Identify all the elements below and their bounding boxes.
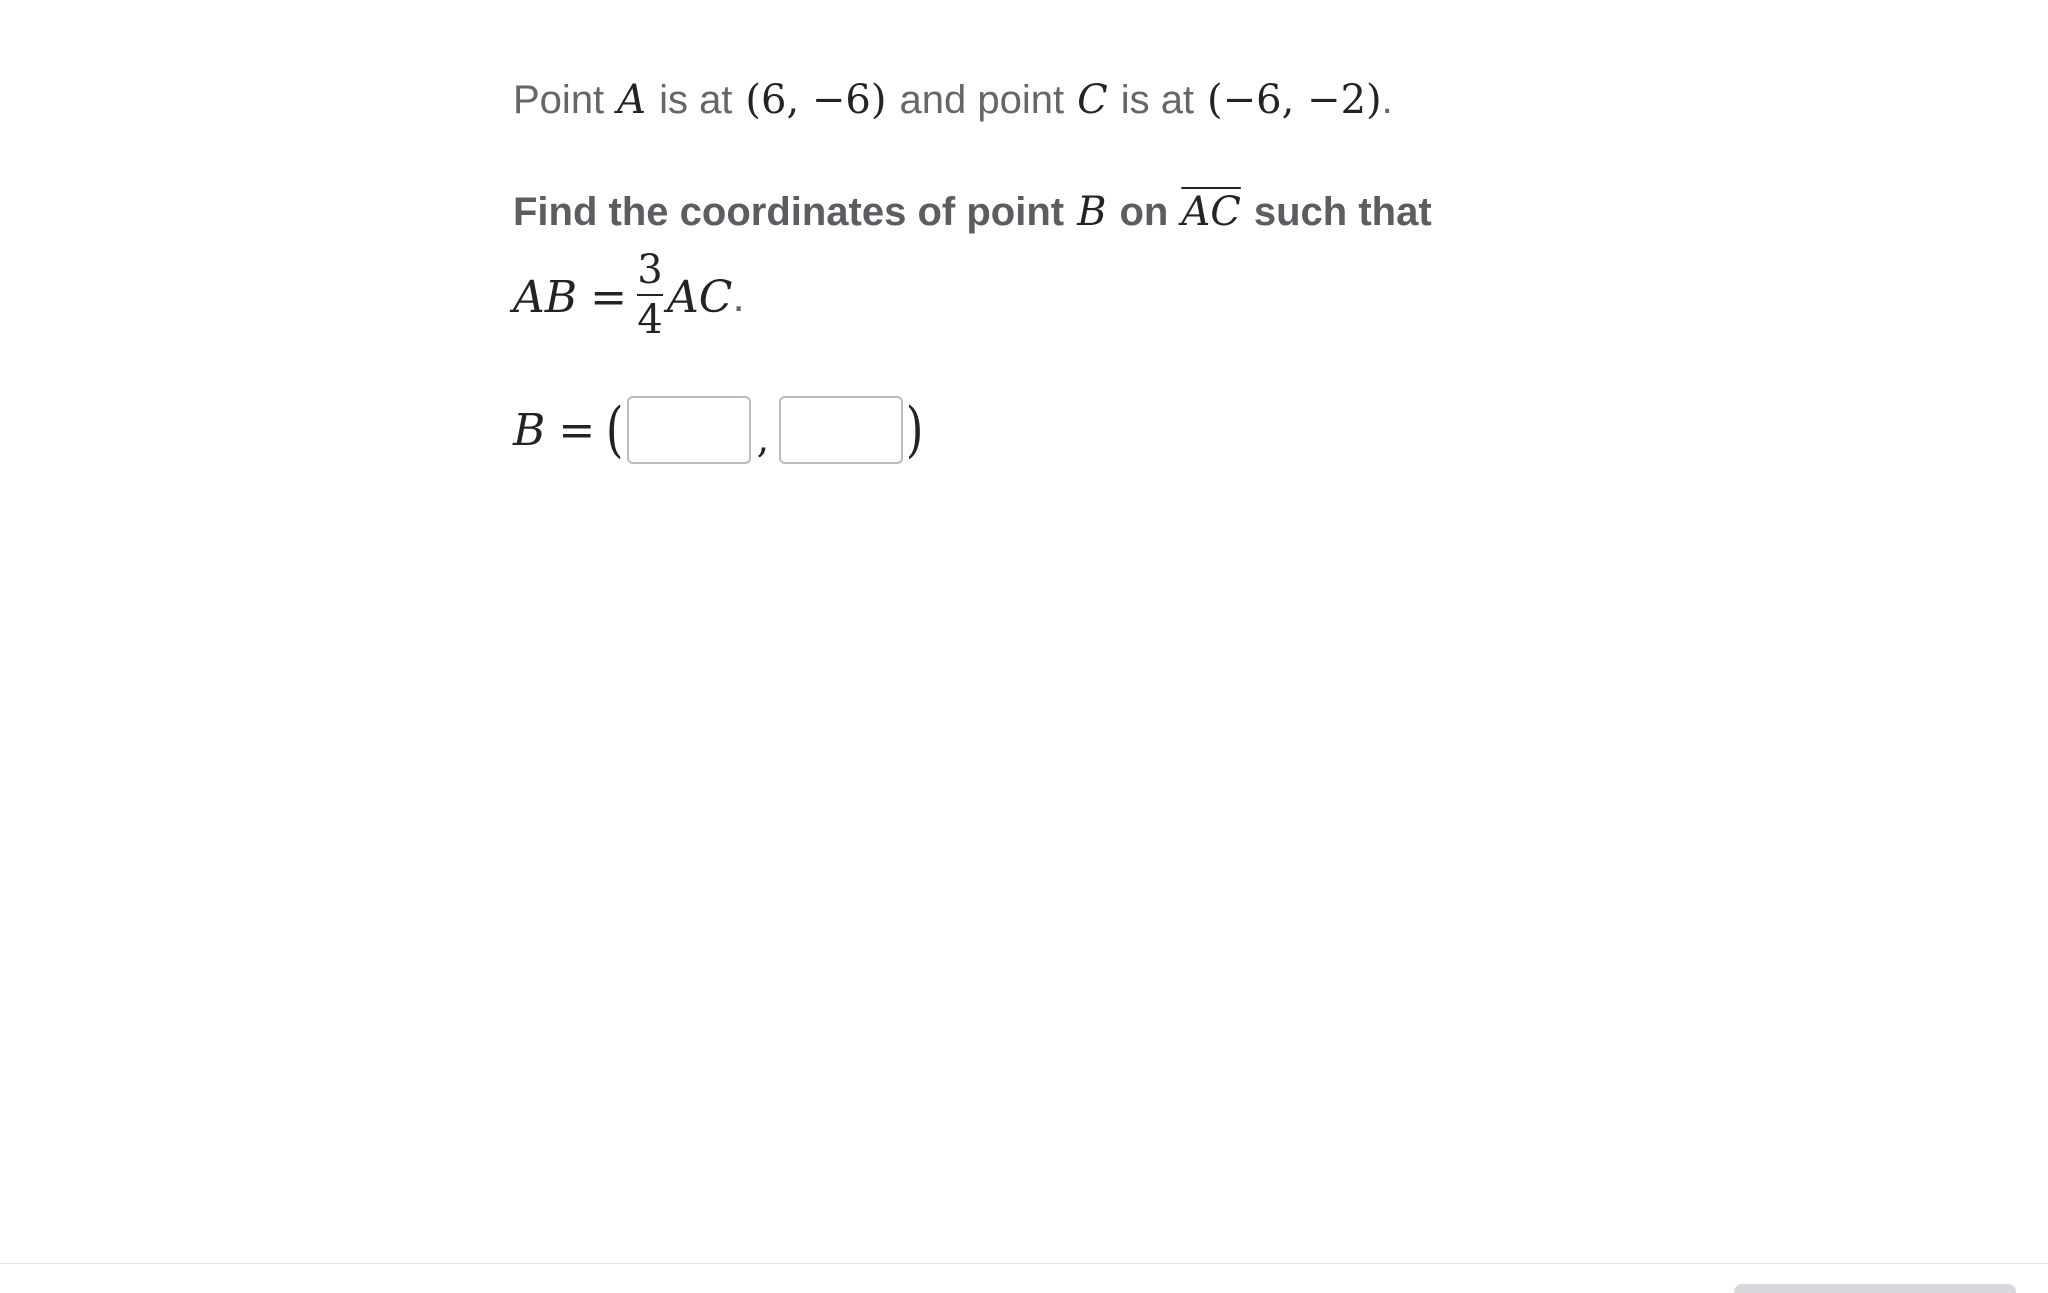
equation-rhs: AC <box>666 271 733 323</box>
answer-row <box>513 390 1513 470</box>
intro-word-point: Point <box>513 77 605 122</box>
equation-lhs: AB <box>513 271 578 323</box>
intro-is-at-2: is at <box>1120 77 1195 122</box>
problem-prompt <box>513 182 1513 242</box>
fraction-denominator: 4 <box>637 297 663 343</box>
point-a-label: A <box>617 77 647 123</box>
segment-ac-label: $\overline{AC}$ <box>1181 189 1241 235</box>
point-b-label: B <box>1077 189 1107 235</box>
point-a-coordinates: (6, −6) <box>745 77 887 123</box>
close-paren: ) <box>906 395 924 465</box>
check-button[interactable] <box>1734 1284 2016 1293</box>
answer-equals: = <box>558 404 596 456</box>
problem-content <box>513 60 1513 470</box>
problem-intro <box>513 60 1513 140</box>
open-paren: ( <box>606 395 624 465</box>
fraction <box>637 247 663 343</box>
x-coordinate-input[interactable] <box>627 396 751 464</box>
ratio-equation <box>513 242 1513 352</box>
coordinate-comma: , <box>756 416 770 462</box>
point-c-label: C <box>1077 77 1108 123</box>
prompt-text-before: Find the coordinates of point <box>513 189 1065 234</box>
fraction-numerator: 3 <box>637 247 663 293</box>
equation-equals: = <box>590 271 627 323</box>
equation-period: . <box>732 272 745 321</box>
intro-is-at-1: is at <box>659 77 733 122</box>
intro-and-point: and point <box>899 77 1065 122</box>
intro-period: . <box>1381 77 1393 122</box>
y-coordinate-input[interactable] <box>779 396 903 464</box>
prompt-word-on: on <box>1119 189 1169 234</box>
answer-label: B <box>513 404 546 456</box>
footer-divider <box>0 1263 2048 1264</box>
point-c-coordinates: (−6, −2) <box>1207 77 1382 123</box>
prompt-text-after: such that <box>1253 189 1432 234</box>
